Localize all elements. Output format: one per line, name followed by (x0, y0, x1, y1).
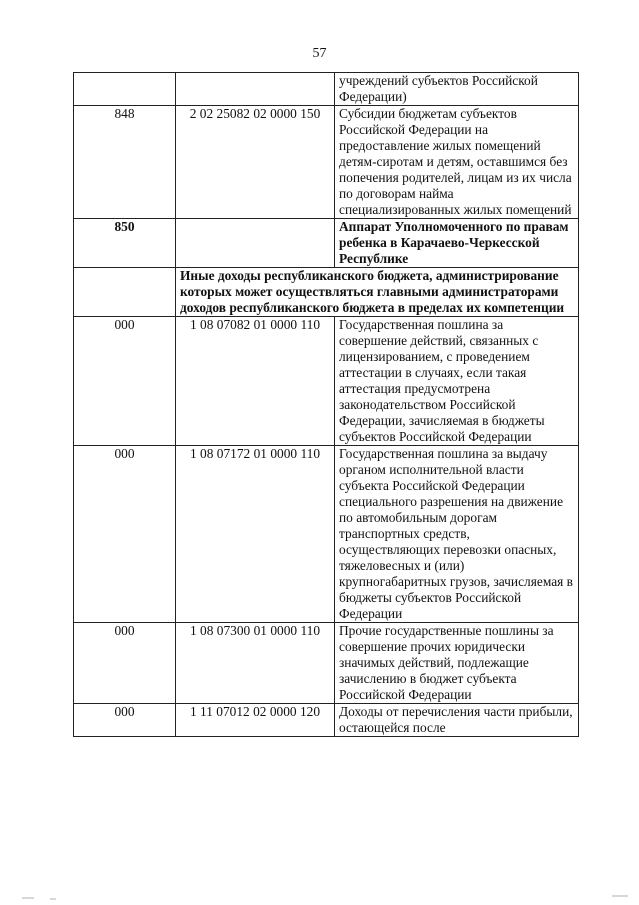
classification-code-cell: 1 08 07172 01 0000 110 (176, 446, 335, 623)
classification-code-cell (176, 73, 335, 106)
page-number: 57 (312, 46, 327, 61)
table-row (74, 268, 579, 317)
scan-artifact (50, 898, 56, 900)
revenue-name-cell: Субсидии бюджетам субъектов Российской Федерации на предоставление жилых помещений детям-сиротам и детям, оставшимся без попечения родителей, лицам из их числа по договорам найма специализированных жилых помещений (335, 106, 579, 219)
revenue-name-cell: Государственная пошлина за выдачу органом исполнительной власти субъекта Российской Федерации специального разрешения на движение по автомобильным дорогам транспортных средств, осуществляющих перевозки опасных, тяжеловесных и (или) крупногабаритных грузов, зачисляемая в бюджеты субъектов Российской Федерации (335, 446, 579, 623)
table-row (74, 106, 579, 219)
revenue-name-cell: Доходы от перечисления части прибыли, остающейся после (335, 704, 579, 737)
admin-code-cell: 000 (74, 317, 176, 446)
revenue-name-cell: учреждений субъектов Российской Федерации) (335, 73, 579, 106)
administrator-name-cell: Аппарат Уполномоченного по правам ребенка в Карачаево-Черкесской Республике (335, 219, 579, 268)
table-row (74, 73, 579, 106)
admin-code-cell: 848 (74, 106, 176, 219)
admin-code-cell: 850 (74, 219, 176, 268)
scan-artifact (612, 895, 628, 897)
classification-code-cell: 1 08 07300 01 0000 110 (176, 623, 335, 704)
revenue-table (73, 72, 579, 737)
table-row (74, 704, 579, 737)
table-row (74, 219, 579, 268)
classification-code-cell: 1 08 07082 01 0000 110 (176, 317, 335, 446)
admin-code-cell (74, 268, 176, 317)
classification-code-cell (176, 219, 335, 268)
revenue-name-cell: Государственная пошлина за совершение действий, связанных с лицензированием, с проведением аттестации в случаях, если такая аттестация предусмотрена законодательством Российской Федерации, зачисляемая в бюджеты субъектов Российской Федерации (335, 317, 579, 446)
admin-code-cell (74, 73, 176, 106)
revenue-name-cell: Прочие государственные пошлины за совершение прочих юридически значимых действий, подлежащие зачислению в бюджет субъекта Российской Федерации (335, 623, 579, 704)
admin-code-cell: 000 (74, 704, 176, 737)
classification-code-cell: 2 02 25082 02 0000 150 (176, 106, 335, 219)
table-row (74, 623, 579, 704)
admin-code-cell: 000 (74, 623, 176, 704)
scan-artifact (22, 897, 34, 899)
classification-code-cell: 1 11 07012 02 0000 120 (176, 704, 335, 737)
table-row (74, 446, 579, 623)
table-row (74, 317, 579, 446)
section-header-cell: Иные доходы республиканского бюджета, администрирование которых может осуществляться главными администраторами доходов республиканского бюджета в пределах их компетенции (176, 268, 579, 317)
admin-code-cell: 000 (74, 446, 176, 623)
